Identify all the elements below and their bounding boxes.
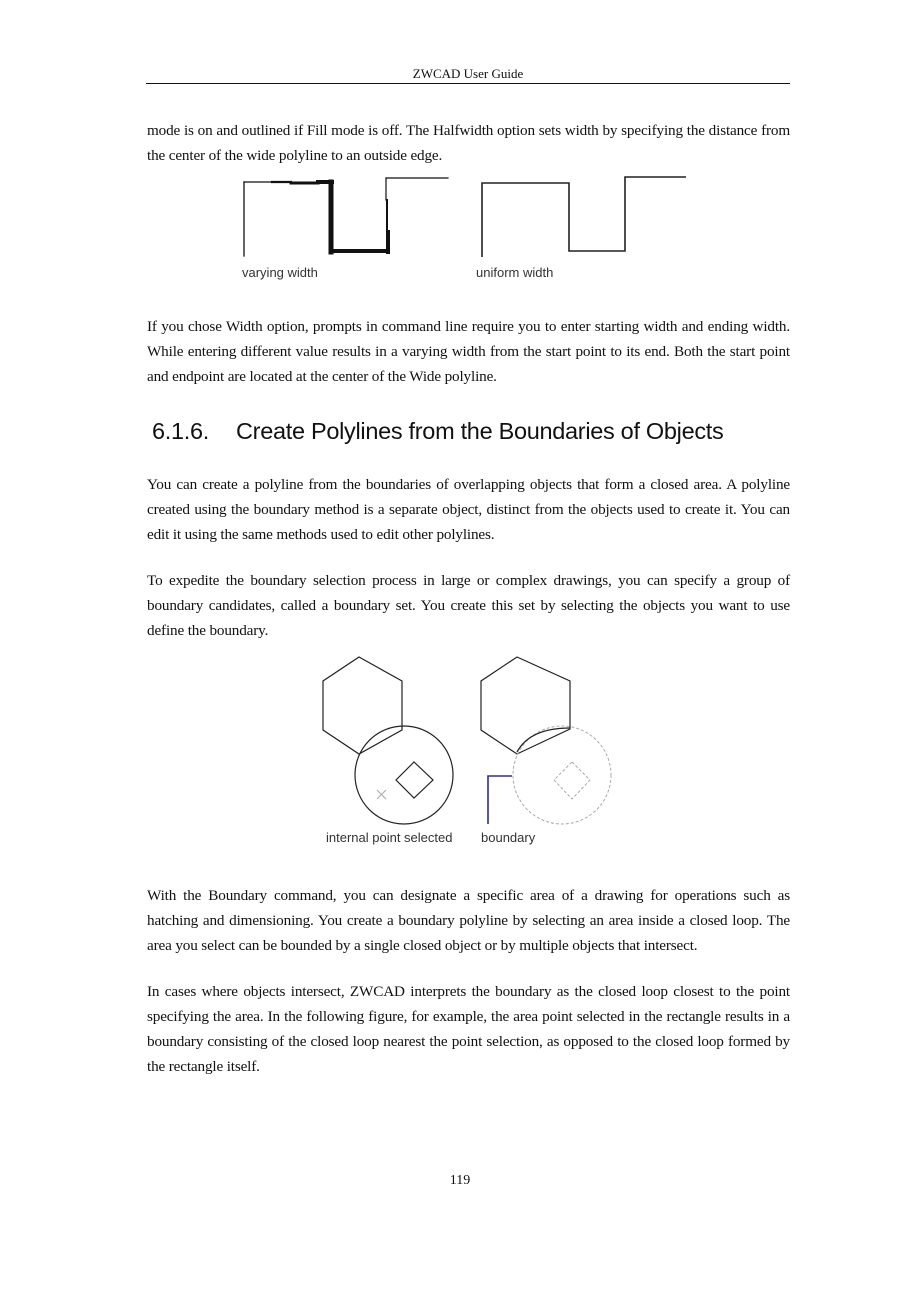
boundary-leader-line: [488, 776, 512, 824]
internal-point-label: internal point selected: [326, 830, 453, 845]
paragraph-fill-halfwidth: mode is on and outlined if Fill mode is off. The Halfwidth option sets width by specifying the distance from the center of the wide polyline to an outside edge.: [147, 122, 790, 164]
polyline-width-figure: [236, 170, 696, 288]
section-title: Create Polylines from the Boundaries of Objects: [236, 418, 724, 444]
varying-width-label: varying width: [242, 265, 318, 280]
boundary-label: boundary: [481, 830, 536, 845]
paragraph-boundary-set: To expedite the boundary selection process in large or complex drawings, you can specify a group of boundary candidates, called a boundary set. You create this set by selecting the objects you want to use define the boundary.: [147, 572, 790, 639]
document-title: ZWCAD User Guide: [412, 66, 524, 81]
uniform-width-polyline: [482, 177, 686, 257]
boundary-diagram: [312, 652, 622, 852]
page-number: 119: [449, 1173, 471, 1188]
paragraph-boundary-intro: You can create a polyline from the boundaries of overlapping objects that form a closed area. A polyline created using the boundary method is a separate object, distinct from the objects used to create it. You can edit it using the same methods used to edit other polylines.: [147, 476, 790, 543]
pick-point-x-icon: [377, 790, 386, 799]
boundary-figure: [312, 652, 622, 852]
boundary-result-drawing: [481, 657, 611, 824]
uniform-width-label: uniform width: [476, 265, 554, 280]
varying-width-polyline: [244, 178, 448, 256]
page-header: [146, 64, 790, 84]
paragraph-intersecting-objects: In cases where objects intersect, ZWCAD interprets the boundary as the closed loop closest to the point specifying the area. In the following figure, for example, the area point selected in the rectangle results in a boundary consisting of the closed loop nearest the point selection, as opposed to the closed loop formed by the rectangle itself.: [147, 983, 790, 1075]
paragraph-width-option: If you chose Width option, prompts in command line require you to enter starting width and ending width. While entering different value results in a varying width from the start point to its end. Both the start point and endpoint are located at the center of the Wide polyline.: [147, 318, 790, 385]
section-heading: [152, 414, 723, 448]
section-number: 6.1.6.: [152, 418, 209, 444]
internal-point-drawing: [323, 657, 453, 824]
paragraph-boundary-command: With the Boundary command, you can designate a specific area of a drawing for operations such as hatching and dimensioning. You create a boundary polyline by selecting an area inside a closed loop. The area you select can be bounded by a single closed object or by multiple objects that intersect.: [147, 887, 790, 954]
